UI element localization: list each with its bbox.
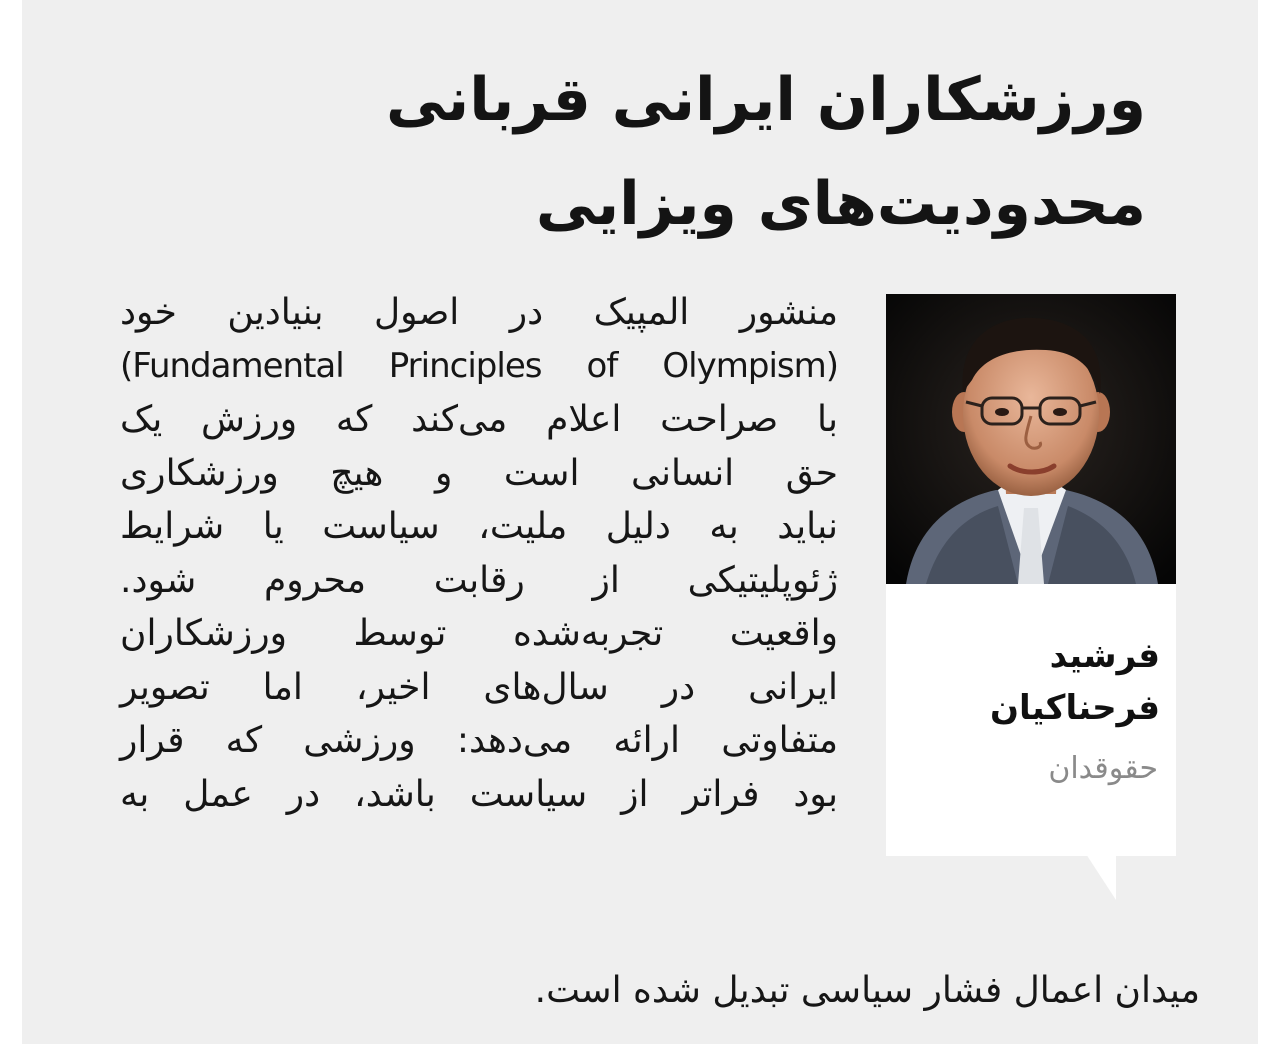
- body-line: متفاوتی ارائه می‌دهد: ورزشی که قرار: [120, 720, 838, 761]
- body-line: نباید به دلیل ملیت، سیاست یا شرایط: [120, 506, 838, 547]
- headline-line-1: ورزشکاران ایرانی قربانی: [385, 65, 1146, 135]
- article-headline: [385, 48, 1146, 256]
- author-last-name: فرحناکیان: [990, 688, 1160, 728]
- author-box-tail: [1086, 854, 1116, 900]
- author-portrait-image: [886, 294, 1176, 584]
- headline-line-2: محدودیت‌های ویزایی: [535, 169, 1146, 239]
- body-line: بود فراتر از سیاست باشد، در عمل به: [120, 773, 838, 815]
- author-role: حقوقدان: [1048, 751, 1158, 786]
- author-photo: [886, 294, 1176, 584]
- body-line: (Fundamental Principles of Olympism): [120, 345, 838, 386]
- body-line: حق انسانی است و هیچ ورزشکاری: [120, 452, 838, 494]
- author-name: [900, 630, 1160, 734]
- body-line: واقعیت تجربه‌شده توسط ورزشکاران: [120, 613, 838, 654]
- author-first-name: فرشید: [1049, 636, 1160, 676]
- article-body: [120, 286, 838, 821]
- body-line: میدان اعمال فشار سیاسی تبدیل شده است.: [534, 970, 1200, 1011]
- article-body-continued: [302, 964, 1200, 1018]
- body-line: منشور المپیک در اصول بنیادین خود: [120, 292, 838, 333]
- body-line: ژئوپلیتیکی از رقابت محروم شود.: [120, 559, 838, 601]
- body-line: با صراحت اعلام می‌کند که ورزش یک: [120, 399, 838, 440]
- body-line: ایرانی در سال‌های اخیر، اما تصویر: [120, 666, 838, 708]
- author-box: [886, 294, 1176, 856]
